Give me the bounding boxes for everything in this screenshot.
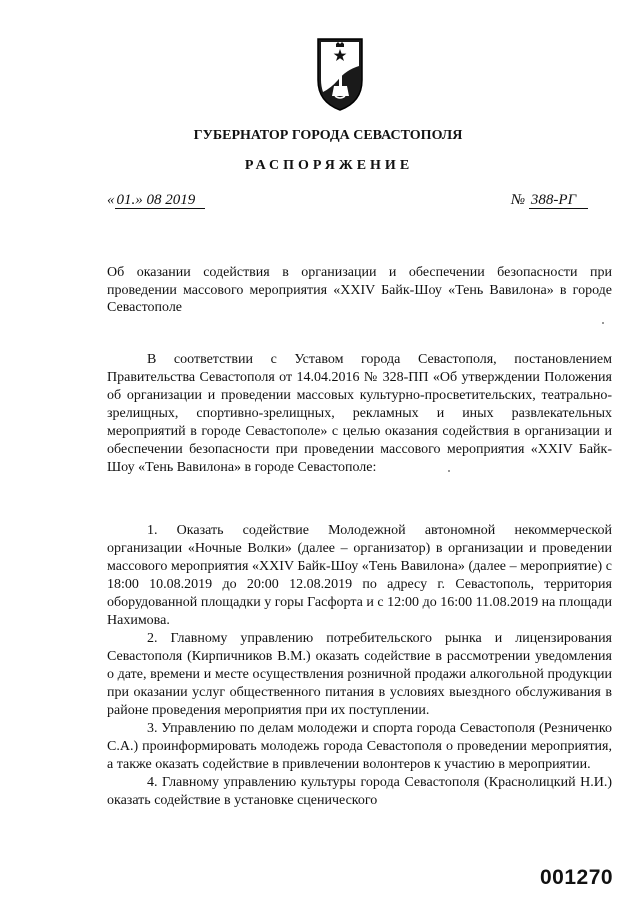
- document-serial-number: 001270: [540, 866, 614, 889]
- scan-speck: [602, 322, 604, 324]
- order-items: [107, 522, 612, 810]
- document-type: РАСПОРЯЖЕНИЕ: [244, 158, 414, 173]
- scan-speck: [448, 470, 450, 472]
- date-open-quote: «: [107, 192, 115, 208]
- number-handwritten: 388-РГ: [529, 192, 588, 209]
- preamble-paragraph: В соответствии с Уставом города Севастополя, постановлением Правительства Севастополя от 14.04.2016 № 328-ПП «Об утверждении Положения об организации и проведении массовых культурно-просветительских, театрально-зрелищных, спортивно-зрелищных, рекламных и иных развлекательных мероприятий в городе Севастополе» с целью оказания содействия в организации и обеспечении безопасности при проведении массового мероприятия «XXIV Байк-Шоу «Тень Вавилона» в городе Севастополе:: [107, 352, 612, 475]
- document-subject: Об оказании содействия в организации и обеспечении безопасности при проведении массового мероприятия «XXIV Байк-Шоу «Тень Вавилона» в городе Севастополе: [107, 265, 612, 315]
- order-item: 3. Управлению по делам молодежи и спорта города Севастополя (Резниченко С.А.) проинформировать молодежь города Севастополя о проведении мероприятия, а также оказать содействие в привлечении волонтеров к участию в мероприятии.: [107, 721, 612, 772]
- document-number: [511, 192, 588, 209]
- order-item: 2. Главному управлению потребительского рынка и лицензирования Севастополя (Кирпичников В.М.) оказать содействие в рассмотрении уведомления о дате, времени и месте осуществления розничной продажи алкогольной продукции при оказании услуг общественного питания в условиях выездного обслуживания в районе проведения мероприятия при их поступлении.: [107, 631, 612, 718]
- date-handwritten: 01.» 08 2019: [115, 192, 206, 209]
- coat-of-arms-icon: [314, 36, 366, 112]
- order-item: 4. Главному управлению культуры города Севастополя (Краснолицкий Н.И.) оказать содействие в установке сценического: [107, 775, 612, 808]
- document-date: [107, 192, 205, 209]
- order-item: 1. Оказать содействие Молодежной автономной некоммерческой организации «Ночные Волки» (далее – организатор) в организации и проведении массового мероприятия «XXIV Байк-Шоу «Тень Вавилона» (далее – мероприятие) с 18:00 10.08.2019 до 20:00 12.08.2019 по адресу г. Севастополь, территория оборудованной площадки у горы Гасфорта и с 12:00 до 16:00 11.08.2019 на площади Нахимова.: [107, 523, 612, 628]
- number-prefix: №: [511, 192, 526, 208]
- authority-title: ГУБЕРНАТОР ГОРОДА СЕВАСТОПОЛЯ: [193, 128, 463, 143]
